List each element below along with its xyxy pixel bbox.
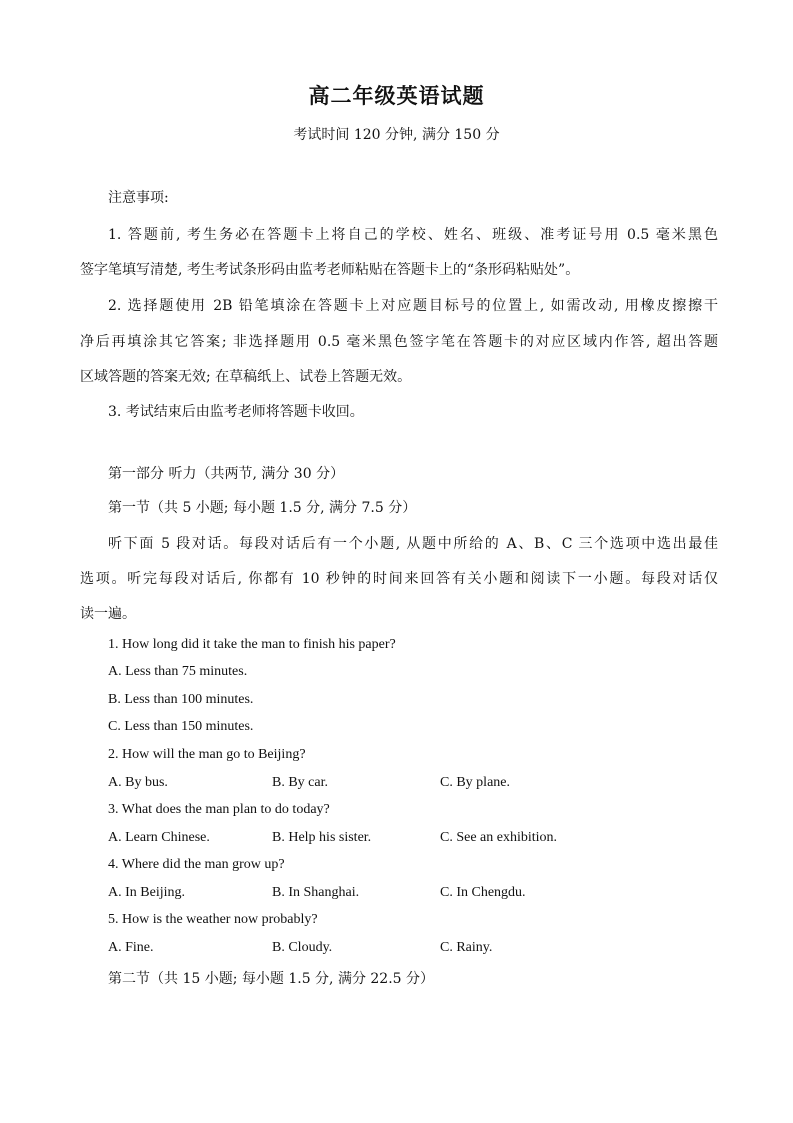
instructions-line-3: 读一遍。 (80, 606, 136, 622)
question-1: 1. How long did it take the man to finish his paper? (108, 637, 396, 652)
notice-item-2-line-2: 净后再填涂其它答案; 非选择题用 0.5 毫米黑色签字笔在答题卡的对应区域内作答, 超出答题 (80, 334, 718, 350)
question-4-option-b: B. In Shanghai. (272, 885, 360, 900)
question-1-option-b: B. Less than 100 minutes. (108, 692, 254, 707)
notice-heading: 注意事项: (108, 190, 169, 206)
question-1-option-a: A. Less than 75 minutes. (108, 664, 248, 679)
instructions-line-1: 听下面 5 段对话。每段对话后有一个小题, 从题中所给的 A、B、C 三个选项中选出最佳 (108, 536, 718, 552)
notice-item-1-line-1: 1. 答题前, 考生务必在答题卡上将自己的学校、姓名、班级、准考证号用 0.5 毫米黑色 (108, 227, 718, 243)
question-1-option-c: C. Less than 150 minutes. (108, 719, 254, 734)
question-5-option-a: A. Fine. (108, 940, 154, 955)
question-2-option-c: C. By plane. (440, 775, 510, 790)
section1-heading: 第一节（共 5 小题; 每小题 1.5 分, 满分 7.5 分） (108, 500, 417, 516)
question-3-option-b: B. Help his sister. (272, 830, 372, 845)
question-2-option-a: A. By bus. (108, 775, 168, 790)
question-3: 3. What does the man plan to do today? (108, 802, 330, 817)
exam-duration-subtitle: 考试时间 120 分钟, 满分 150 分 (293, 127, 500, 143)
question-3-option-a: A. Learn Chinese. (108, 830, 210, 845)
question-4-option-c: C. In Chengdu. (440, 885, 526, 900)
section2-heading: 第二节（共 15 小题; 每小题 1.5 分, 满分 22.5 分） (108, 971, 435, 987)
question-2: 2. How will the man go to Beijing? (108, 747, 306, 762)
page-title: 高二年级英语试题 (308, 83, 485, 108)
notice-item-2-line-1: 2. 选择题使用 2B 铅笔填涂在答题卡上对应题目标号的位置上, 如需改动, 用橡皮擦擦干 (108, 298, 718, 314)
question-4: 4. Where did the man grow up? (108, 857, 285, 872)
notice-item-2-line-3: 区域答题的答案无效; 在草稿纸上、试卷上答题无效。 (80, 369, 412, 385)
part1-heading: 第一部分 听力（共两节, 满分 30 分） (108, 466, 345, 482)
question-2-option-b: B. By car. (272, 775, 328, 790)
question-5: 5. How is the weather now probably? (108, 912, 318, 927)
notice-item-3: 3. 考试结束后由监考老师将答题卡收回。 (108, 404, 364, 420)
question-5-option-c: C. Rainy. (440, 940, 493, 955)
question-5-option-b: B. Cloudy. (272, 940, 333, 955)
instructions-line-2: 选项。听完每段对话后, 你都有 10 秒钟的时间来回答有关小题和阅读下一小题。每段对话仅 (80, 571, 718, 587)
notice-item-1-line-2: 签字笔填写清楚, 考生考试条形码由监考老师粘贴在答题卡上的“条形码粘贴处”。 (80, 262, 580, 278)
question-3-option-c: C. See an exhibition. (440, 830, 558, 845)
question-4-option-a: A. In Beijing. (108, 885, 185, 900)
